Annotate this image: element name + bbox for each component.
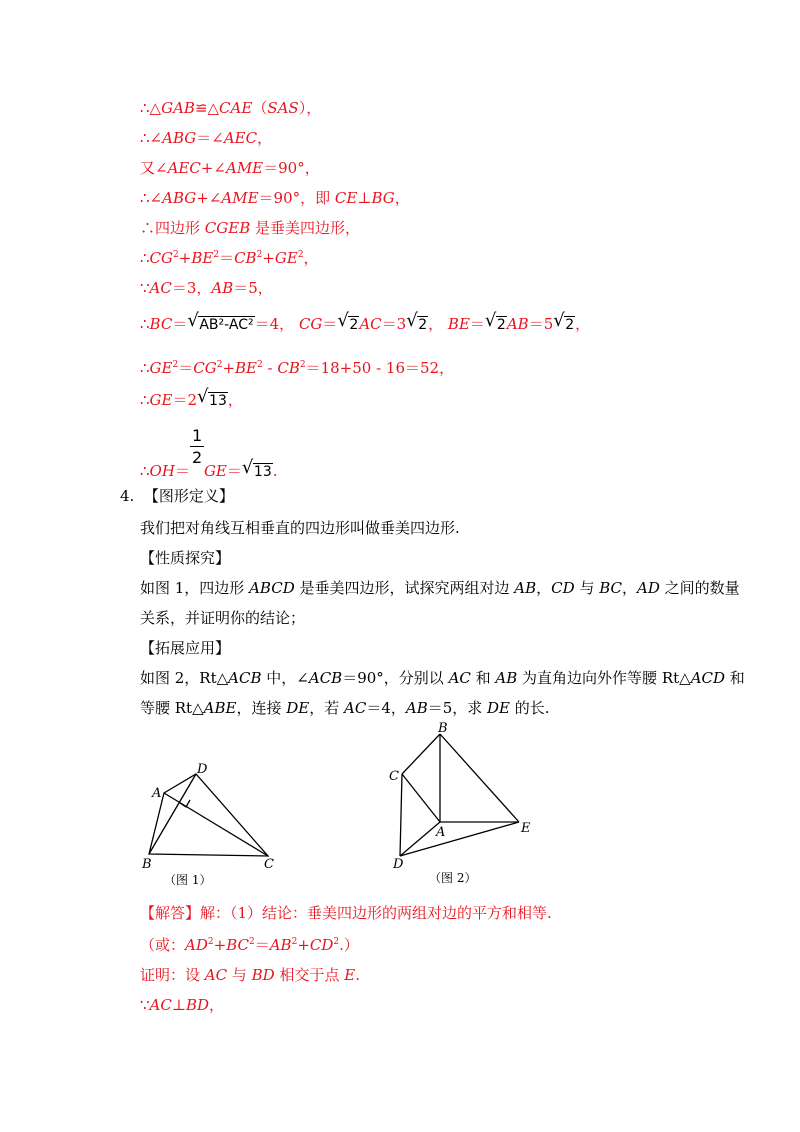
- solution-line-5: ∴四边形 CGEB 是垂美四边形，: [140, 219, 360, 237]
- label-b: B: [438, 722, 448, 736]
- solution-line-8: ∴BC＝ √ AB²-AC²＝4， CG＝ √ 2AC＝3 √ 2， BE＝ √ 2AB＝5 √ 2，: [140, 310, 591, 333]
- label-b: B: [142, 857, 152, 872]
- label-c: C: [389, 769, 399, 784]
- problem-part2-line2: 等腰 Rt△ABE，连接 DE，若 AC＝4，AB＝5，求 DE 的长.: [140, 699, 550, 717]
- sqrt-13: √ 13: [197, 386, 227, 409]
- problem-number: 4.: [120, 487, 135, 505]
- sqrt-expression: √ AB²-AC²: [187, 310, 254, 333]
- answer-line-1: 【解答】解：（1）结论：垂美四边形的两组对边的平方和相等.: [140, 904, 552, 922]
- solution-line-10: ∴GE＝2 √ 13，: [140, 386, 243, 409]
- solution-line-2: ∴∠ABG＝∠AEC，: [140, 129, 273, 147]
- answer-line-3: 证明：设 AC 与 BD 相交于点 E.: [140, 966, 360, 984]
- problem-part2-line1: 如图 2，Rt△ACB 中，∠ACB＝90°，分别以 AC 和 AB 为直角边向外作等腰 Rt△ACD 和: [140, 669, 745, 687]
- figure-1-diagram: [140, 760, 290, 888]
- right-angle-mark: [180, 800, 190, 807]
- label-c: C: [264, 857, 274, 872]
- figure-2-diagram: [385, 722, 545, 888]
- solution-line-4: ∴∠ABG+∠AME＝90°，即 CE⊥BG，: [140, 189, 410, 207]
- segment-cd: [400, 774, 402, 856]
- segment-de: [400, 822, 519, 856]
- figure-2-caption: （图 2）: [429, 871, 477, 885]
- sqrt-13: √ 13: [241, 457, 272, 480]
- solution-line-11: ∴OH＝ $\frac{1}{2}$ GE＝ √ 13.: [140, 426, 278, 480]
- label-a: A: [436, 825, 446, 840]
- sqrt-2: √ 2: [553, 310, 575, 333]
- solution-line-6: $\therefore CG^2+BE^2=CB^2+GE^2$，: [140, 249, 319, 267]
- solution-line-7: ∵AC＝3，AB＝5，: [140, 279, 273, 297]
- fraction-one-half: $\frac{1}{2}$: [191, 426, 203, 467]
- sqrt-2: √ 2: [406, 310, 428, 333]
- label-a: A: [152, 786, 162, 801]
- figure-1-caption: （图 1）: [164, 873, 212, 887]
- label-e: E: [521, 821, 531, 836]
- label-d: D: [197, 762, 208, 777]
- problem-definition: 我们把对角线互相垂直的四边形叫做垂美四边形.: [140, 519, 460, 537]
- problem-heading-property: 【性质探究】: [140, 549, 231, 567]
- answer-tag: 【解答】: [140, 904, 201, 922]
- problem-part1-line1: 如图 1，四边形 ABCD 是垂美四边形，试探究两组对边 AB，CD 与 BC，AD 之间的数量: [140, 579, 740, 597]
- problem-heading-definition: 4. 【图形定义】: [120, 487, 234, 505]
- problem-heading-extension: 【拓展应用】: [140, 639, 231, 657]
- problem-part1-line2: 关系，并证明你的结论；: [140, 609, 306, 627]
- solution-line-3: 又∠AEC+∠AME＝90°，: [140, 159, 320, 177]
- answer-line-2: （或：$AD^2+BC^2=AB^2+CD^2$.）: [140, 936, 359, 954]
- solution-line-9: $\therefore GE^2=CG^2+BE^2 - CB^2=18+50 - 16=52$，: [140, 359, 455, 377]
- label-d: D: [393, 857, 404, 872]
- segment-be: [440, 734, 519, 822]
- solution-line-1: ∴△GAB≌△CAE（SAS），: [140, 99, 322, 117]
- answer-line-4: ∵AC⊥BD，: [140, 996, 225, 1014]
- segment-ca: [402, 774, 440, 822]
- quadrilateral-abcd: [149, 774, 268, 856]
- segment-cb: [402, 734, 440, 774]
- sqrt-2: √ 2: [484, 310, 506, 333]
- sqrt-2: √ 2: [337, 310, 359, 333]
